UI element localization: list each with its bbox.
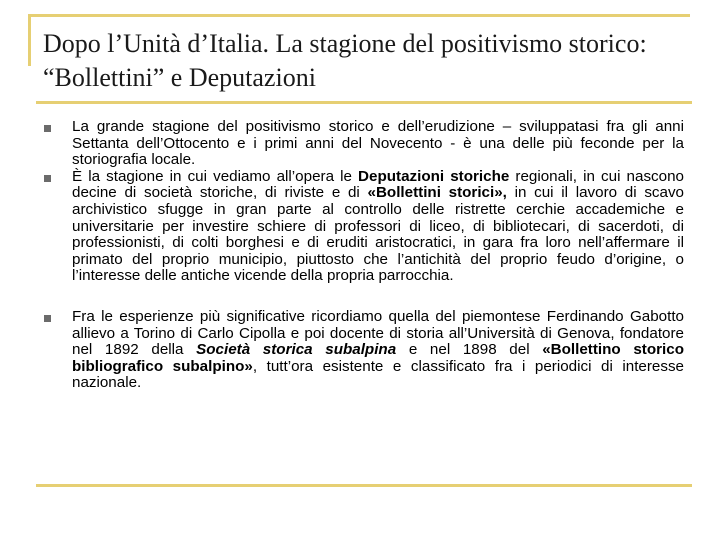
- bullet-text: Fra le esperienze più significative ricordiamo quella del piemontese Ferdinando Gabotto allievo a Torino di Carlo Cipolla e poi docente di storia all’Università di Genova, fondatore nel 1892 della: [72, 307, 684, 359]
- bullet-text: , tutt’ora esistente e classificato fra i periodici di interesse nazionale.: [72, 357, 684, 392]
- bold-term-bollettini: «Bollettini storici»,: [367, 184, 507, 202]
- bullet-text: regionali, in cui nascono decine di società storiche, di riviste e di: [72, 167, 684, 202]
- square-bullet-icon: [44, 125, 51, 132]
- title-top-rule: [28, 14, 690, 17]
- bold-term-bollettino: «Bollettino storico bibliografico subalpino»: [72, 341, 684, 375]
- bullet-item-1: [44, 119, 684, 169]
- bold-term-deputazioni: Deputazioni storiche: [358, 167, 510, 185]
- title-left-rule: [28, 14, 31, 66]
- slide-title: Dopo l’Unità d’Italia. La stagione del positivismo storico: “Bollettini” e Deputazioni: [43, 29, 647, 92]
- square-bullet-icon: [44, 315, 51, 322]
- title-bottom-rule: [36, 101, 692, 104]
- bullet-item-3: [44, 309, 684, 392]
- bullet-text: È la stagione in cui vediamo all’opera le: [72, 167, 359, 185]
- footer-rule: [36, 484, 692, 487]
- bullet-text: La grande stagione del positivismo storico e dell’erudizione – sviluppatasi fra gli anni Settanta dell’Ottocento e i primi anni del Novecento - è una delle più feconde per la storiografia locale.: [72, 118, 684, 169]
- bullet-list: [44, 119, 684, 392]
- bullet-text: in cui il lavoro di scavo archivistico sfugge in gran parte al controllo delle ristrette cerchie accademiche e universitarie per investire schiere di professori di liceo, di bibliotecari, di sacerdoti, di professionisti, di colti borghesi e di eruditi aristocratici, in gara fra loro nell’affermare il primato del proprio municipio, piuttosto che l’antichità del proprio feudo d’origine, o l’interesse delle antiche vicende della propria parrocchia.: [72, 184, 684, 285]
- bullet-text: e nel 1898 del: [396, 341, 543, 359]
- square-bullet-icon: [44, 175, 51, 182]
- bullet-item-2: [44, 169, 684, 285]
- bold-italic-term-societa: Società storica subalpina: [196, 341, 397, 359]
